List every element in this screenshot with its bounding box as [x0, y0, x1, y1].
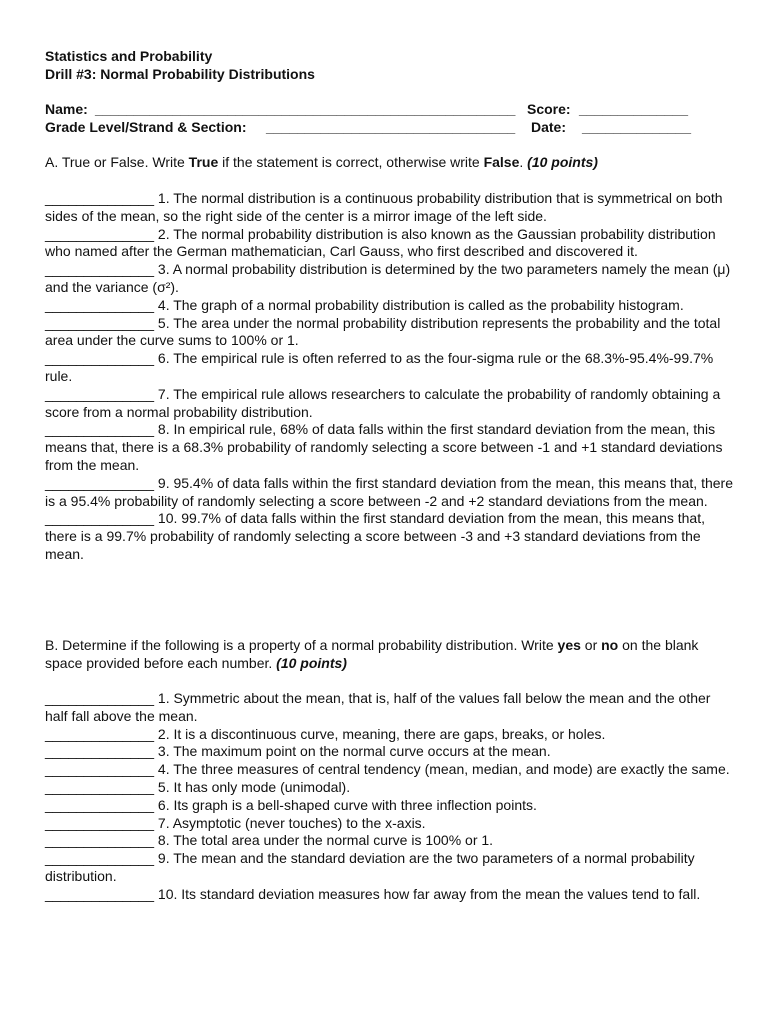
score-label: Score: — [527, 101, 571, 117]
section-a-item — [45, 226, 735, 262]
answer-blank[interactable]: ______________ — [45, 885, 155, 902]
section-b-item — [45, 779, 735, 797]
subject-title: Statistics and Probability — [45, 48, 213, 64]
worksheet-header — [45, 47, 315, 83]
item-text: 4. The graph of a normal probability distribution is called as the probability histogram. — [157, 296, 684, 313]
section-a-instructions — [45, 153, 725, 171]
date-label: Date: — [531, 119, 567, 135]
section-b-instr-or: or — [580, 637, 602, 653]
section-a-points: (10 points) — [527, 154, 598, 170]
section-a-item — [45, 421, 735, 474]
item-text: 5. The area under the normal probability distribution represents the probability and the total area under the curve sums to 100% or 1. — [45, 314, 721, 349]
section-b-item — [45, 797, 735, 815]
answer-blank[interactable]: ______________ — [45, 261, 155, 278]
section-b-instr-text: B. Determine if the following is a property of a normal probability distribution. Write — [45, 637, 558, 653]
item-text: 9. The mean and the standard deviation are the two parameters of a normal probability distribution. — [45, 850, 695, 884]
answer-blank[interactable]: ______________ — [45, 421, 155, 438]
section-a-item — [45, 386, 735, 422]
item-text: 1. Symmetric about the mean, that is, half of the values fall below the mean and the other half fall above the mean. — [45, 690, 711, 724]
item-text: 9. 95.4% of data falls within the first standard deviation from the mean, this means that, there is a 95.4% probability of randomly selecting a score between -2 and +2 standard deviations from the mean. — [45, 474, 733, 509]
keyword-no: no — [601, 637, 619, 653]
section-a-item — [45, 510, 735, 563]
grade-section-field[interactable]: ________________________________ — [266, 119, 516, 135]
name-field[interactable]: ______________________________________________________ — [95, 101, 516, 117]
section-a-item — [45, 315, 735, 351]
item-text: 4. The three measures of central tendency (mean, median, and mode) are exactly the same. — [157, 761, 730, 778]
item-text: 6. The empirical rule is often referred to as the four-sigma rule or the 68.3%-95.4%-99.7% rule. — [45, 350, 714, 384]
answer-blank[interactable]: ______________ — [45, 510, 155, 527]
item-text: 6. Its graph is a bell-shaped curve with three inflection points. — [157, 796, 537, 813]
section-b-instr-end: on the blank space provided before each number. — [45, 637, 699, 671]
drill-title: Drill #3: Normal Probability Distributions — [45, 66, 315, 82]
student-info-fields — [45, 100, 725, 136]
answer-blank[interactable]: ______________ — [45, 814, 155, 831]
answer-blank[interactable]: ______________ — [45, 350, 155, 367]
item-text: 10. Its standard deviation measures how far away from the mean the values tend to fall. — [157, 885, 701, 902]
item-text: 5. It has only mode (unimodal). — [157, 778, 351, 795]
section-b-item — [45, 886, 735, 904]
item-text: 3. A normal probability distribution is determined by the two parameters namely the mean (μ) and the variance (σ²). — [45, 261, 731, 295]
answer-blank[interactable]: ______________ — [45, 690, 155, 706]
score-field[interactable]: ______________ — [579, 101, 689, 117]
section-b-item — [45, 690, 735, 726]
section-b-item — [45, 726, 735, 744]
name-label: Name: — [45, 101, 88, 117]
answer-blank[interactable]: ______________ — [45, 796, 155, 813]
grade-section-label: Grade Level/Strand & Section: — [45, 119, 247, 135]
section-b-instructions — [45, 636, 725, 672]
date-field[interactable]: ______________ — [582, 119, 692, 135]
keyword-false: False — [483, 154, 520, 170]
item-text: 7. The empirical rule allows researchers to calculate the probability of randomly obtaining a score from a normal probability distribution. — [45, 385, 721, 420]
item-text: 8. In empirical rule, 68% of data falls within the first standard deviation from the mean, this means that, there is a 68.3% probability of randomly selecting a score between -1 and +1 standard deviations from the mean. — [45, 421, 723, 473]
item-text: 2. The normal probability distribution is also known as the Gaussian probability distribution who named after the German mathematician, Carl Gauss, who first described and discovered it. — [45, 225, 716, 260]
section-b-items — [45, 690, 735, 904]
answer-blank[interactable]: ______________ — [45, 385, 155, 402]
section-a-item — [45, 261, 735, 297]
item-text: 2. It is a discontinuous curve, meaning, there are gaps, breaks, or holes. — [157, 725, 606, 742]
answer-blank[interactable]: ______________ — [45, 850, 155, 867]
keyword-true: True — [188, 154, 219, 170]
answer-blank[interactable]: ______________ — [45, 190, 155, 206]
section-a-item — [45, 297, 735, 315]
name-score-row — [45, 100, 725, 118]
item-text: 8. The total area under the normal curve is 100% or 1. — [157, 832, 494, 849]
answer-blank[interactable]: ______________ — [45, 743, 155, 760]
answer-blank[interactable]: ______________ — [45, 832, 155, 849]
section-b-item — [45, 743, 735, 761]
section-b-points: (10 points) — [276, 655, 347, 671]
answer-blank[interactable]: ______________ — [45, 296, 155, 313]
answer-blank[interactable]: ______________ — [45, 725, 155, 742]
section-a-items — [45, 190, 735, 564]
section-b-item — [45, 850, 735, 886]
item-text: 1. The normal distribution is a continuous probability distribution that is symmetrical on both sides of the mean, so the right side of the center is a mirror image of the left side. — [45, 190, 723, 224]
item-text: 7. Asymptotic (never touches) to the x-axis. — [157, 814, 426, 831]
grade-date-row — [45, 118, 725, 136]
answer-blank[interactable]: ______________ — [45, 314, 155, 331]
item-text: 10. 99.7% of data falls within the first standard deviation from the mean, this means that, there is a 99.7% probability of randomly selecting a score between -3 and +3 standard deviations from the mean. — [45, 510, 705, 562]
answer-blank[interactable]: ______________ — [45, 761, 155, 778]
section-b-item — [45, 761, 735, 779]
section-a-instr-text: A. True or False. Write — [45, 154, 189, 170]
section-b-item — [45, 815, 735, 833]
section-a-item — [45, 475, 735, 511]
section-a-item — [45, 350, 735, 386]
section-b-item — [45, 832, 735, 850]
keyword-yes: yes — [557, 637, 581, 653]
section-a-instr-text-2: if the statement is correct, otherwise write — [218, 154, 484, 170]
answer-blank[interactable]: ______________ — [45, 474, 155, 491]
section-a-instr-end: . — [519, 154, 524, 170]
answer-blank[interactable]: ______________ — [45, 225, 155, 242]
answer-blank[interactable]: ______________ — [45, 778, 155, 795]
section-a-item — [45, 190, 735, 226]
item-text: 3. The maximum point on the normal curve occurs at the mean. — [157, 743, 551, 760]
